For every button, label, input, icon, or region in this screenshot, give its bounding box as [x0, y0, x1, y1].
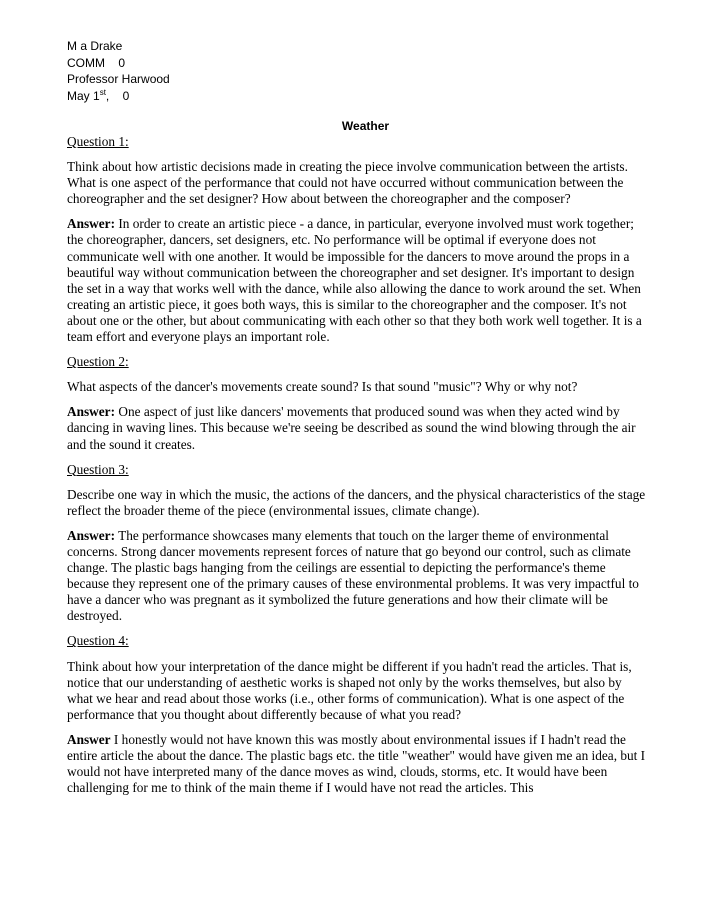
- answer-paragraph: [67, 732, 650, 796]
- answer-label: Answer:: [67, 404, 116, 420]
- answer-text: One aspect of just like dancers' movements that produced sound was when they acted wind by dancing in waving lines. This because we're seeing be described as sound the wind blowing through the air and the sound it creates.: [67, 404, 636, 452]
- question-text: What aspects of the dancer's movements create sound? Is that sound "music"? Why or why not?: [67, 379, 578, 395]
- question-label: Question 3:: [67, 461, 129, 477]
- answer-paragraph: [67, 404, 650, 452]
- question-text: Describe one way in which the music, the actions of the dancers, and the physical characteristics of the stage reflect the broader theme of the piece (environmental issues, climate change).: [67, 486, 646, 518]
- date-superscript: st: [99, 87, 106, 97]
- answer-text: The performance showcases many elements that touch on the larger theme of environmental concerns. Strong dancer movements represent forces of nature that go beyond our control, such as climate change. The plastic bags hanging from the ceilings are essential to depicting the performance's theme because they represent one of the primary causes of these environmental problems. It was very impactful to have a dancer who was pregnant as it symbolized the future generations and how their climate will be destroyed.: [67, 527, 639, 624]
- answer-label: Answer: [67, 731, 111, 747]
- answer-text: In order to create an artistic piece - a dance, in particular, everyone involved must work together; the choreographer, dancers, set designers, etc. No performance will be optimal if everyone does not communicate well with one another. It would be impossible for the dancers to move around the props in a beautiful way without communication between the choreographer and set designer. It's important to design the set in a way that works well with the dance, while also allowing the dance to work around the set. When creating an artistic piece, it goes both ways, this is similar to the choreographer and the composer. It's not about one or the other, but about communicating with each other so that they both work well together. It is a team effort and everyone plays an important role.: [67, 216, 642, 345]
- question-label: Question 4:: [67, 633, 129, 649]
- course-name: COMM 0: [67, 55, 126, 70]
- answer-paragraph: [67, 216, 650, 345]
- document-page: [67, 38, 650, 796]
- document-body: [67, 134, 650, 796]
- answer-label: Answer:: [67, 527, 116, 543]
- author-name: M a Drake: [67, 39, 123, 53]
- question-label: Question 2:: [67, 354, 129, 370]
- answer-text: I honestly would not have known this was mostly about environmental issues if I hadn't read the entire article the about the dance. The plastic bags etc. the title "weather" would have given me an idea, but I would not have interpreted many of the dance moves as wind, clouds, storms, etc. It would have been challenging for me to think of the main theme if I would have not read the articles. This: [67, 731, 646, 796]
- header-block: [67, 38, 650, 104]
- question-label: Question 1:: [67, 134, 129, 149]
- answer-paragraph: [67, 528, 650, 625]
- date-line: [67, 88, 650, 105]
- professor-name: Professor Harwood: [67, 72, 170, 86]
- date-suffix: , 0: [105, 88, 130, 103]
- document-title: Weather: [341, 119, 390, 133]
- question-text: Think about how your interpretation of the dance might be different if you hadn't read the articles. That is, notice that our understanding of aesthetic works is shaped not only by the works themselves, but also by what we hear and read about those works (i.e., other forms of communication). What is one aspect of the performance that you thought about differently because of what you read?: [67, 658, 632, 722]
- answer-label: Answer:: [67, 216, 116, 232]
- date-prefix: May 1: [67, 88, 100, 103]
- question-text: Think about how artistic decisions made in creating the piece involve communication between the artists. What is one aspect of the performance that could not have occurred without communication between the choreographer and the set designer? How about between the choreographer and the composer?: [67, 159, 628, 207]
